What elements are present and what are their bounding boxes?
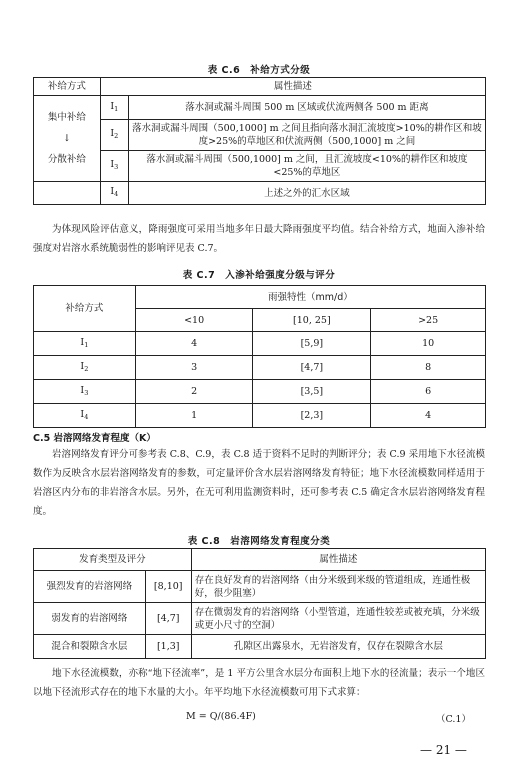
table-c6-header-method: 补给方式 xyxy=(34,78,101,96)
table-c7-level: $I_1$ xyxy=(34,332,136,356)
table-cell: 4 xyxy=(135,332,253,356)
table-cell: 2 xyxy=(135,380,253,404)
table-c6-desc: 上述之外的汇水区域 xyxy=(128,182,485,205)
table-c8-desc: 存在微弱发育的岩溶网络（小型管道，连通性较差或被充填，分米级或更小尺寸的空洞） xyxy=(191,603,485,635)
table-c6-desc: 落水洞或漏斗周围 500 m 区域或伏流两侧各 500 m 距离 xyxy=(128,96,485,120)
table-cell: [3,5] xyxy=(253,380,371,404)
table-c8-type: 弱发育的岩溶网络 xyxy=(34,603,146,635)
formula-number: （C.1） xyxy=(436,714,471,725)
table-c7-subheader: [10, 25] xyxy=(253,309,371,332)
table-c7-subheader: <10 xyxy=(135,309,253,332)
table-c6-desc: 落水洞或漏斗周围（500,1000] m 之间且指向落水洞汇流坡度>10%的耕作区和坡度>25%的草地区和伏流两侧（500,1000] m 之间 xyxy=(128,120,485,151)
paragraph-rainfall: 为体现风险评估意义，降雨强度可采用当地多年日最大降雨强度平均值。结合补给方式，地面入渗补给强度对岩溶水系统脆弱性的影响评见表 C.7。 xyxy=(33,224,485,254)
table-c8-desc: 存在良好发育的岩溶网络（由分米级到米级的管道组成，连通性极好，很少阻塞） xyxy=(191,571,485,603)
table-c7-header-method: 补给方式 xyxy=(34,286,136,332)
table-cell: 10 xyxy=(371,332,486,356)
table-c7 xyxy=(33,285,486,428)
table-cell: [2,3] xyxy=(253,404,371,428)
table-cell: 8 xyxy=(371,356,486,380)
formula-c1: M = Q/(86.4F) xyxy=(186,711,256,722)
table-c6-label-concentrated: 集中补给 xyxy=(47,112,86,123)
down-arrow-icon: ↓ xyxy=(62,133,71,144)
page-number: — 21 — xyxy=(420,743,467,757)
table-c6-level: $I_4$ xyxy=(100,182,128,205)
table-c6-level: $I_1$ xyxy=(100,96,128,120)
table-c7-level: $I_2$ xyxy=(34,356,136,380)
table-row xyxy=(34,380,486,404)
table-row xyxy=(34,635,486,659)
table-c7-header-rain: 雨强特性（mm/d） xyxy=(135,286,485,309)
table-c6-empty-cell xyxy=(34,182,101,205)
table-c8-score: [4,7] xyxy=(145,603,191,635)
table-cell: [5,9] xyxy=(253,332,371,356)
table-c6-level: $I_2$ xyxy=(100,120,128,151)
table-c8-header-type: 发育类型及评分 xyxy=(34,549,192,571)
table-c7-subheader: >25 xyxy=(371,309,486,332)
table-c8-header-desc: 属性描述 xyxy=(191,549,485,571)
table-cell: [4,7] xyxy=(253,356,371,380)
table-c6 xyxy=(33,77,486,205)
table-cell: 3 xyxy=(135,356,253,380)
table-c6-method-cell xyxy=(34,96,101,182)
table-cell: 1 xyxy=(135,404,253,428)
table-c8-type: 混合和裂隙含水层 xyxy=(34,635,146,659)
table-c8-score: [1,3] xyxy=(145,635,191,659)
table-c6-level: $I_3$ xyxy=(100,151,128,182)
table-row xyxy=(34,404,486,428)
table-c6-header-desc: 属性描述 xyxy=(100,78,485,96)
table-row xyxy=(34,571,486,603)
table-row xyxy=(34,603,486,635)
paragraph-runoff-modulus: 地下水径流模数，亦称“地下径流率”，是 1 平方公里含水层分布面积上地下水的径流量；表示一个地区以地下径流形式存在的地下水量的大小。年平均地下水径流模数可用下式求算： xyxy=(33,668,485,698)
table-cell: 6 xyxy=(371,380,486,404)
table-c6-desc: 落水洞或漏斗周围（500,1000] m 之间，且汇流坡度<10%的耕作区和坡度<25%的草地区 xyxy=(128,151,485,182)
table-row xyxy=(34,356,486,380)
table-c7-level: $I_4$ xyxy=(34,404,136,428)
table-c8-desc: 孔隙区出露泉水，无岩溶发育，仅存在裂隙含水层 xyxy=(191,635,485,659)
table-c7-caption: 表 C.7 入渗补给强度分级与评分 xyxy=(182,270,336,281)
table-c8-type: 强烈发育的岩溶网络 xyxy=(34,571,146,603)
table-c6-caption: 表 C.6 补给方式分级 xyxy=(207,65,311,76)
table-c7-level: $I_3$ xyxy=(34,380,136,404)
table-c8 xyxy=(33,548,486,659)
table-c8-score: [8,10] xyxy=(145,571,191,603)
section-c5-heading: C.5 岩溶网络发育程度（K） xyxy=(33,433,156,444)
table-row xyxy=(34,332,486,356)
table-cell: 4 xyxy=(371,404,486,428)
table-c6-label-dispersed: 分散补给 xyxy=(47,154,86,165)
section-c5-paragraph: 岩溶网络发育评分可参考表 C.8、C.9，表 C.8 适于资料不足时的判断评分；表 C.9 采用地下水径流模数作为反映含水层岩溶网络发育的参数，可定量评价含水层岩溶网络发育特征；地下水径流模数同样适用于岩溶区内分布的非岩溶含水层。另外，在无可利用监测资料时，还可参考表 C.5 确定含水层岩溶网络发育程度。 xyxy=(33,449,485,517)
table-c8-caption: 表 C.8 岩溶网络发育程度分类 xyxy=(187,536,331,547)
